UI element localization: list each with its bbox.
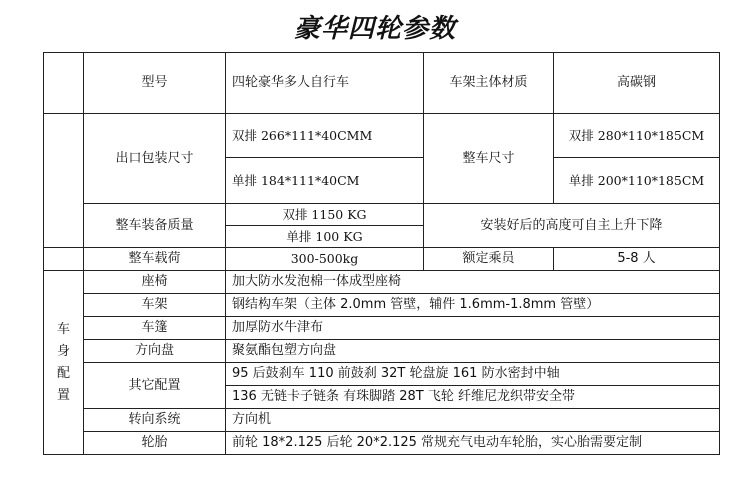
model-label: 型号 [84, 53, 226, 114]
other-line2: 136 无链卡子链条 有珠脚踏 28T 飞轮 纤维尼龙织带安全带 [226, 386, 720, 409]
tire-label: 轮胎 [84, 432, 226, 455]
vehicle-double: 双排 280*110*185CM [554, 114, 720, 158]
canopy-label: 车篷 [84, 317, 226, 340]
height-note: 安装好后的高度可自主上升下降 [424, 204, 720, 248]
spec-table [43, 52, 720, 455]
table-row [44, 204, 720, 226]
package-size-label: 出口包装尺寸 [84, 114, 226, 204]
table-row [44, 294, 720, 317]
model-value: 四轮豪华多人自行车 [226, 53, 424, 114]
config-side-label: 车 身 配 置 [44, 271, 84, 455]
table-row [44, 248, 720, 271]
vehicle-size-label: 整车尺寸 [424, 114, 554, 204]
steering-wheel-label: 方向盘 [84, 340, 226, 363]
canopy-value: 加厚防水牛津布 [226, 317, 720, 340]
page-title: 豪华四轮参数 [293, 14, 456, 44]
package-double: 双排 266*111*40CMM [226, 114, 424, 158]
other-label: 其它配置 [84, 363, 226, 409]
load-value: 300-500kg [226, 248, 424, 271]
table-row [44, 271, 720, 294]
curb-weight-double: 双排 1150 KG [226, 204, 424, 226]
table-row [44, 340, 720, 363]
seat-label: 座椅 [84, 271, 226, 294]
table-row [44, 317, 720, 340]
steering-system-value: 方向机 [226, 409, 720, 432]
seat-value: 加大防水发泡棉一体成型座椅 [226, 271, 720, 294]
table-row [44, 432, 720, 455]
load-label: 整车载荷 [84, 248, 226, 271]
passengers-value: 5-8 人 [554, 248, 720, 271]
curb-weight-single: 单排 100 KG [226, 226, 424, 248]
table-row [44, 409, 720, 432]
steering-system-label: 转向系统 [84, 409, 226, 432]
tire-value: 前轮 18*2.125 后轮 20*2.125 常规充气电动车轮胎，实心胎需要定制 [226, 432, 720, 455]
curb-weight-label: 整车装备质量 [84, 204, 226, 248]
frame-value: 钢结构车架（主体 2.0mm 管壁，辅件 1.6mm-1.8mm 管壁） [226, 294, 720, 317]
vehicle-single: 单排 200*110*185CM [554, 158, 720, 204]
other-line1: 95 后鼓刹车 110 前鼓刹 32T 轮盘旋 161 防水密封中轴 [226, 363, 720, 386]
frame-material-label: 车架主体材质 [424, 53, 554, 114]
passengers-label: 额定乘员 [424, 248, 554, 271]
steering-wheel-value: 聚氨酯包塑方向盘 [226, 340, 720, 363]
package-single: 单排 184*111*40CM [226, 158, 424, 204]
table-row [44, 363, 720, 386]
frame-label: 车架 [84, 294, 226, 317]
table-row [44, 114, 720, 158]
table-row [44, 53, 720, 114]
frame-material-value: 高碳钢 [554, 53, 720, 114]
